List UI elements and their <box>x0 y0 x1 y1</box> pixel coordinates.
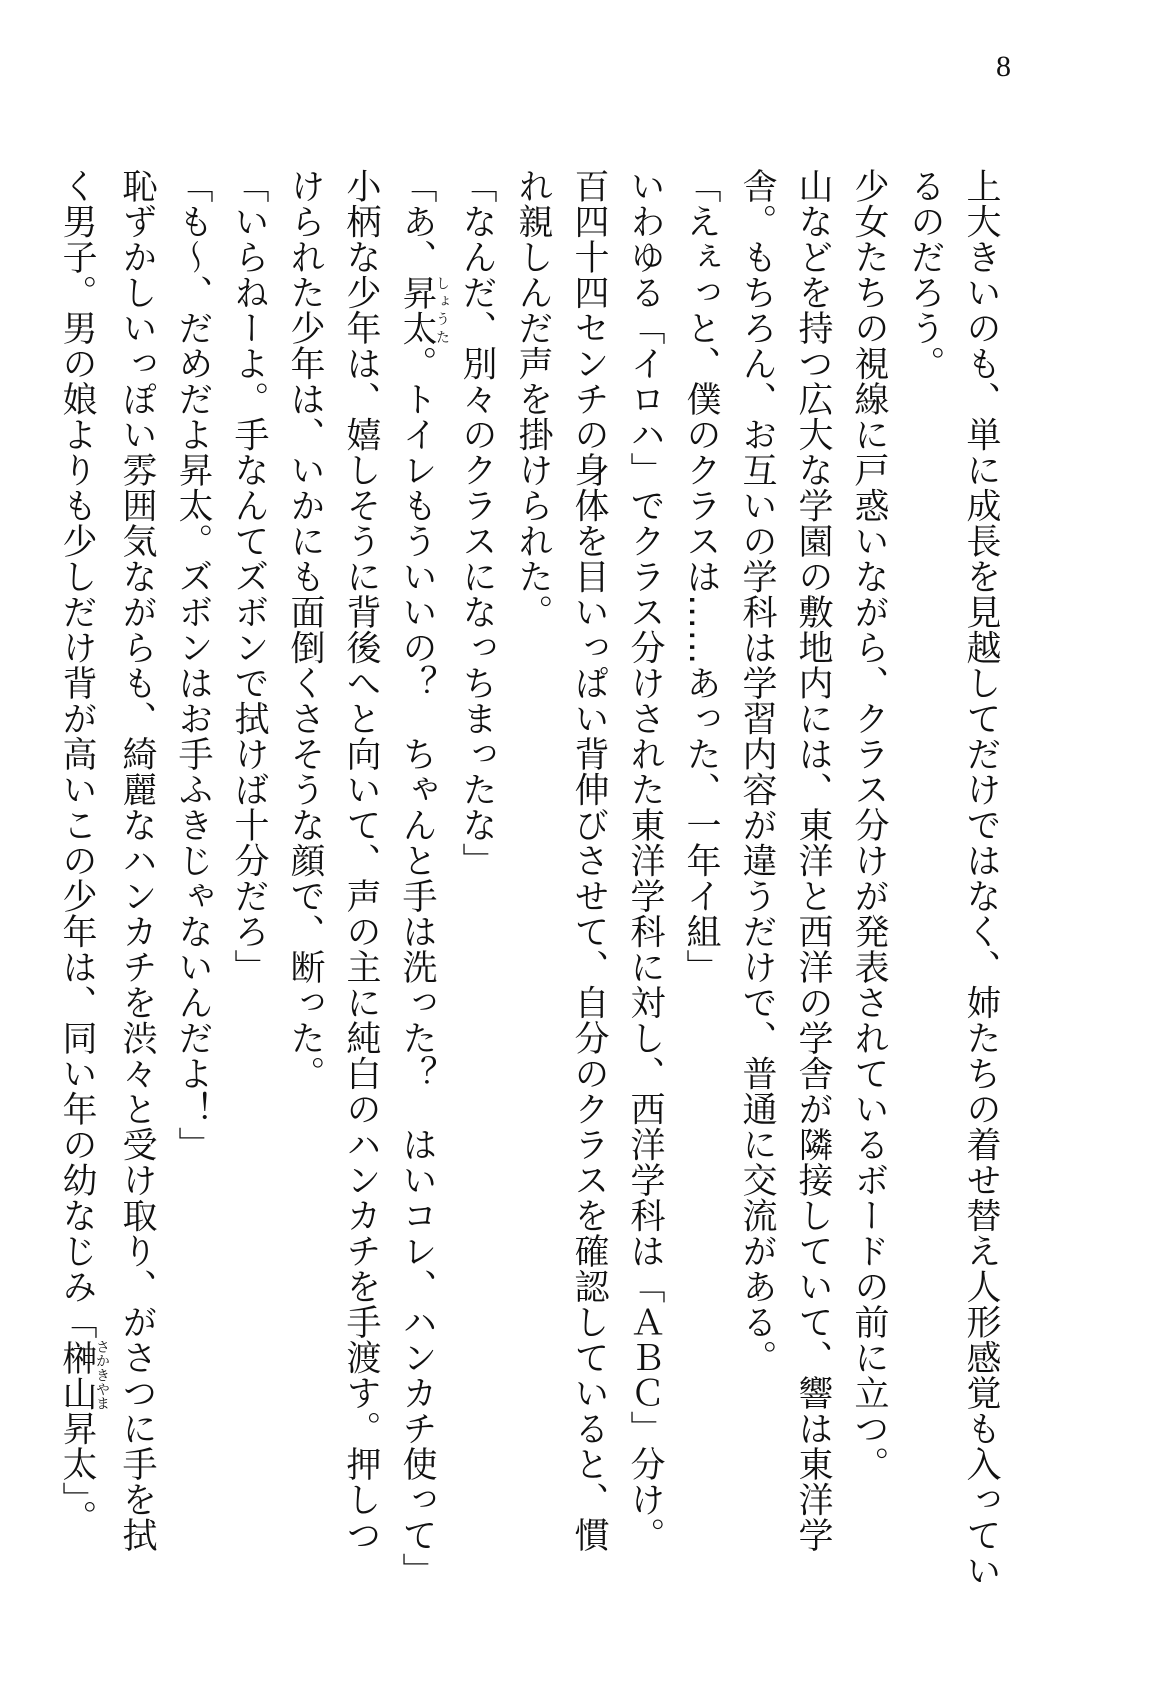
novel-text-block <box>57 168 1009 1608</box>
ruby-name-sakakiyama <box>57 1339 110 1411</box>
text-line: 「いらねーよ。手なんてズボンで拭けば十分だろ」 <box>229 168 269 985</box>
text-line: るのだろう。 <box>905 168 945 381</box>
text-line: 恥ずかしいっぽい雰囲気ながらも、綺麗なハンカチを渋々と受け取り、がさつに手を拭 <box>117 168 157 1553</box>
text-segment: 昇太」。 <box>57 1410 97 1535</box>
text-line: れ親しんだ声を掛けられた。 <box>513 168 553 630</box>
text-segment: 「あ、 <box>397 168 437 275</box>
ruby-reading: しょうた <box>434 274 450 346</box>
page-number: 8 <box>996 50 1011 83</box>
text-line: 山などを持つ広大な学園の敷地内には、東洋と西洋の学舎が隣接していて、響は東洋学 <box>793 168 833 1553</box>
text-segment: 。トイレもういいの？ ちゃんと手は洗った？ はいコレ、ハンカチ使って」 <box>397 345 437 1588</box>
text-line-with-ruby <box>389 168 449 1608</box>
text-line: 「なんだ、別々のクラスになっちまったな」 <box>457 168 497 878</box>
text-line: 少女たちの視線に戸惑いながら、クラス分けが発表されているボードの前に立つ。 <box>849 168 889 1482</box>
ruby-base: 昇太 <box>397 274 437 346</box>
text-line-with-ruby <box>49 168 109 1608</box>
text-line: 舎。もちろん、お互いの学科は学習内容が違うだけで、普通に交流がある。 <box>737 168 777 1375</box>
ruby-reading: さかきやま <box>94 1339 110 1411</box>
ruby-name-shota <box>397 274 450 346</box>
text-line: 百四十四センチの身体を目いっぱい背伸びさせて、自分のクラスを確認していると、慣 <box>569 168 609 1553</box>
text-line: いわゆる「イロハ」でクラス分けされた東洋学科に対し、西洋学科は「ＡＢＣ」分け。 <box>625 168 665 1553</box>
text-line: 小柄な少年は、嬉しそうに背後へと向いて、声の主に純白のハンカチを手渡す。押しつ <box>341 168 381 1553</box>
text-line: 上大きいのも、単に成長を見越してだけではなく、姉たちの着せ替え人形感覚も入ってい <box>961 168 1001 1588</box>
text-line: 「えぇっと、僕のクラスは……あった、一年イ組」 <box>681 168 721 985</box>
text-segment: く男子。男の娘よりも少しだけ背が高いこの少年は、同い年の幼なじみ「 <box>57 168 97 1340</box>
ruby-base: 榊山 <box>57 1339 97 1411</box>
text-line: けられた少年は、いかにも面倒くさそうな顔で、断った。 <box>285 168 325 1091</box>
text-line: 「も〜、だめだよ昇太。ズボンはお手ふきじゃないんだよ！」 <box>173 168 213 1162</box>
